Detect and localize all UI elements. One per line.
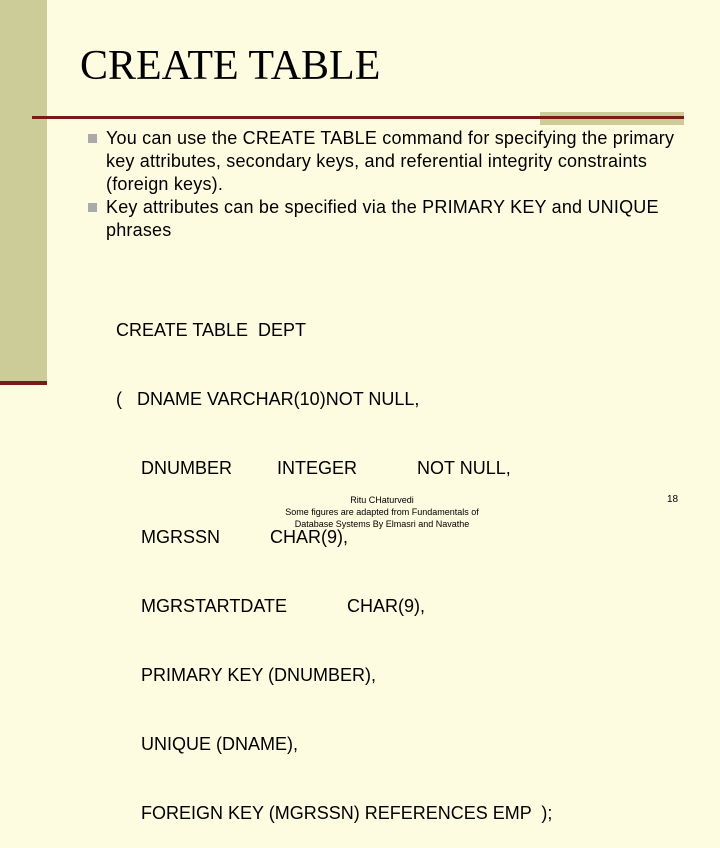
code-line: ( DNAME VARCHAR(10)NOT NULL, [116,389,420,409]
code-line: UNIQUE (DNAME), [116,734,299,754]
code-line: MGRSSN CHAR(9), [116,527,349,547]
title-rule [32,116,684,119]
left-accent-rule [0,381,47,385]
slide-footer [270,494,494,530]
bullet-text: Key attributes can be specified via the PRIMARY KEY and UNIQUE phrases [106,197,659,240]
code-line: MGRSTARTDATE CHAR(9), [116,596,426,616]
bullet-item [88,127,688,196]
page-number: 18 [667,494,679,505]
square-bullet-icon [88,134,97,143]
footer-author: Ritu CHaturvedi [350,495,414,505]
bullet-item [88,196,688,242]
bullet-text: You can use the CREATE TABLE command for specifying the primary key attributes, secondary keys, and referential integrity constraints (foreign keys). [106,128,675,194]
footer-credit-source: Database Systems By Elmasri and Navathe [294,519,470,529]
footer-credit: Some figures are adapted from Fundamentals of [285,507,479,517]
sql-code-block [116,273,552,848]
square-bullet-icon [88,203,97,212]
left-accent-bar [0,0,47,383]
slide-title: CREATE TABLE [80,43,381,89]
code-line: PRIMARY KEY (DNUMBER), [116,665,377,685]
code-line: CREATE TABLE DEPT [116,320,307,340]
code-line: DNUMBER INTEGER NOT NULL, [116,458,511,478]
code-line: FOREIGN KEY (MGRSSN) REFERENCES EMP ); [116,803,553,823]
bullet-list [88,127,688,242]
